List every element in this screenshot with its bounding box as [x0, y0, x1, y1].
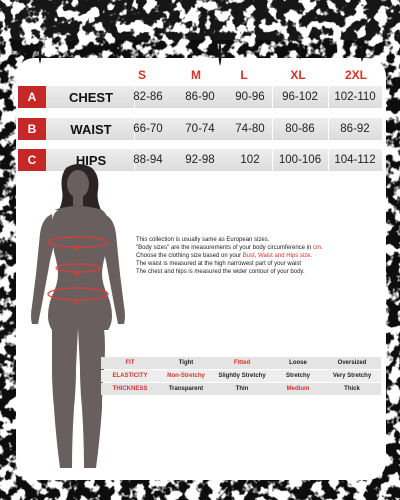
- size-cell: 66-70: [133, 123, 163, 135]
- figure-label-a: A: [74, 245, 80, 252]
- row-label: WAIST: [70, 121, 112, 137]
- size-cell: 80-86: [285, 123, 315, 135]
- size-cell: 70-74: [185, 123, 215, 135]
- size-2xl: 2XL: [344, 68, 367, 82]
- size-cell: 104-112: [334, 154, 376, 166]
- size-header-row: [118, 68, 384, 84]
- fit-table: [101, 357, 381, 396]
- size-cell: 102-110: [334, 91, 376, 103]
- size-row-chest: [18, 86, 382, 108]
- size-cell: 90-96: [235, 91, 265, 103]
- info-line: "Body sizes" are the measurements of your body circumference in cm.: [136, 245, 323, 252]
- size-row-waist: [18, 118, 382, 140]
- size-cell: 86-92: [340, 123, 370, 135]
- row-letter: A: [18, 86, 46, 108]
- size-info: [136, 236, 386, 276]
- size-cell: 74-80: [235, 123, 265, 135]
- info-line: Choose the clothing size based on your Bust, Waist and Hips size.: [136, 253, 313, 260]
- size-cell: 82-86: [133, 91, 163, 103]
- fit-row-elasticity: ELASTICITY Non-Stretchy Slightly Stretchy Stretchy Very Stretchy: [101, 370, 381, 382]
- size-cell: 100-106: [278, 154, 322, 166]
- row-label: HIPS: [75, 152, 107, 168]
- info-line: The chest and hips is measured the wider contour of your body.: [136, 269, 305, 276]
- size-m: M: [191, 68, 201, 82]
- row-letter: B: [18, 118, 46, 140]
- size-xl: XL: [290, 68, 306, 82]
- figure-label-b: B: [74, 271, 80, 278]
- fit-row-thickness: THICKNESS Transparent Thin Medium Thick: [101, 383, 381, 395]
- size-cell: 92-98: [185, 154, 215, 166]
- row-label: CHEST: [68, 89, 114, 105]
- body-silhouette: [18, 162, 138, 492]
- size-s: S: [137, 68, 146, 82]
- figure-label-c: C: [74, 299, 80, 306]
- size-cell: 86-90: [185, 91, 215, 103]
- row-letter: C: [18, 149, 46, 171]
- fit-row-fit: FIT Tight Fitted Loose Oversized: [101, 357, 381, 369]
- size-l: L: [240, 68, 248, 82]
- size-cell: 88-94: [133, 154, 163, 166]
- size-cell: 102: [240, 154, 260, 166]
- info-line: The waist is measured at the high narrowest part of your waist: [136, 261, 302, 268]
- info-line: This collection is usually same as European sizes.: [136, 237, 270, 243]
- size-cell: 96-102: [282, 91, 318, 103]
